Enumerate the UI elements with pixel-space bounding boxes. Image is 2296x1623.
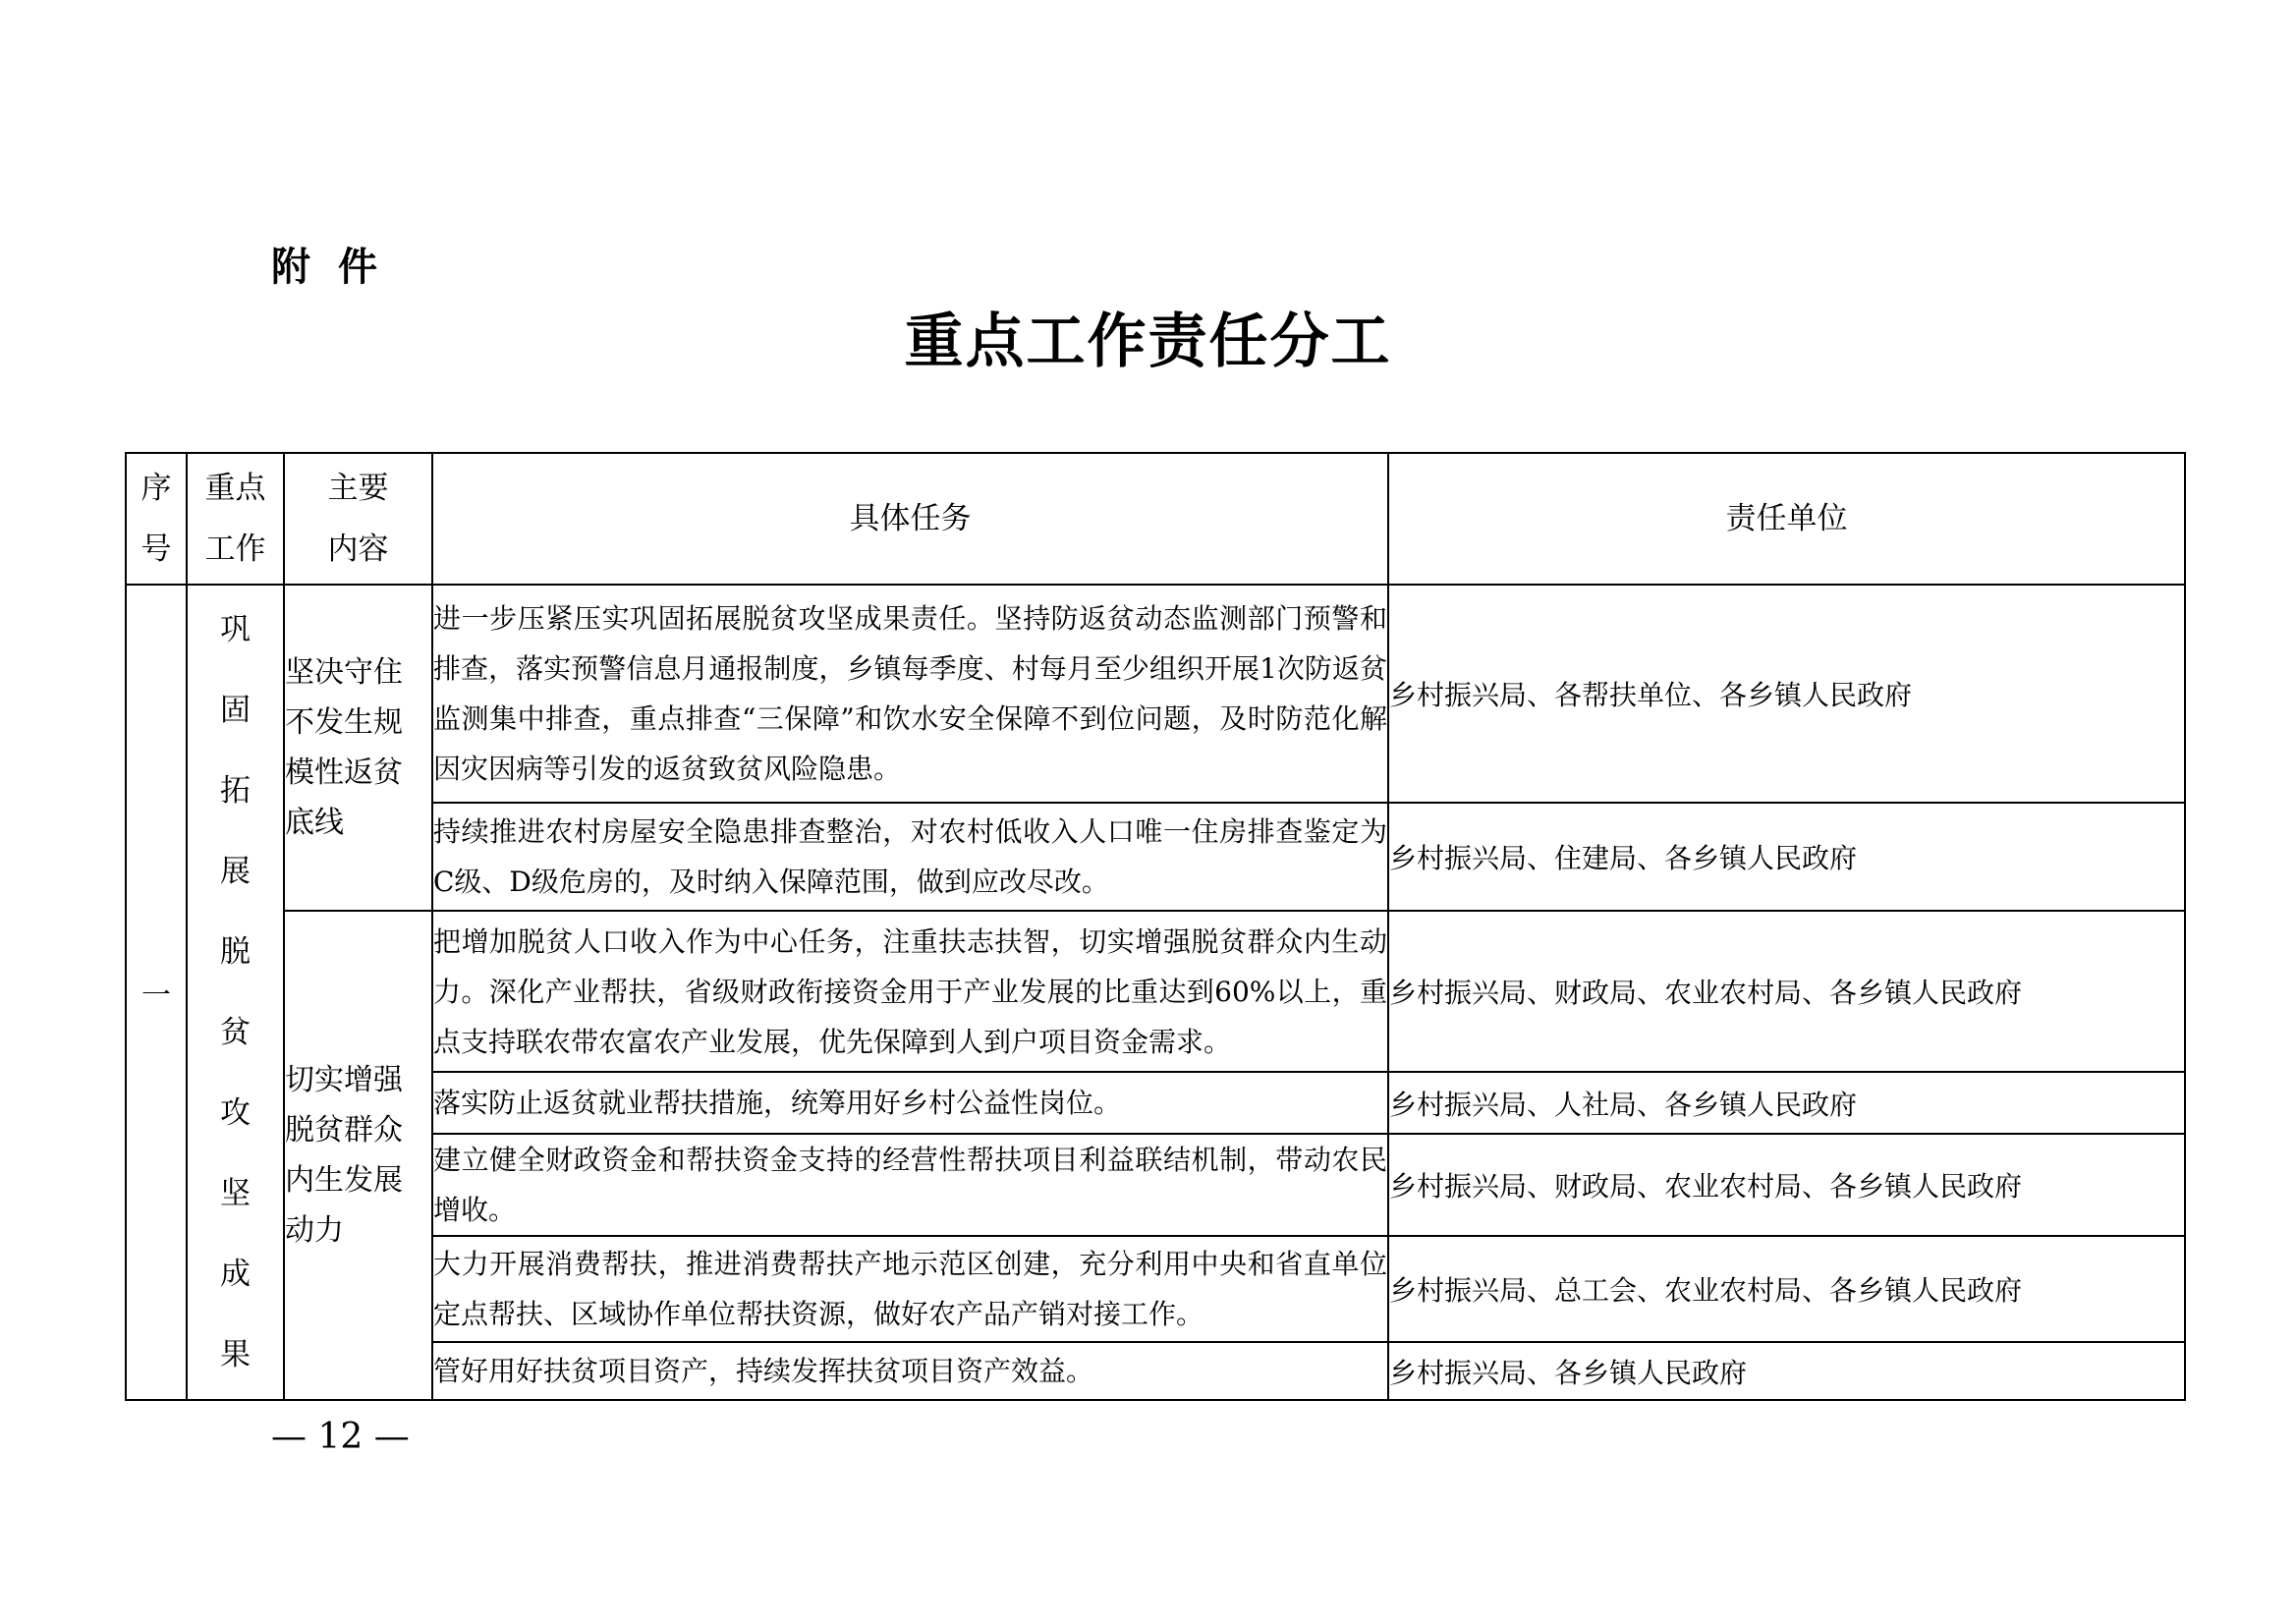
seq-cell: 一 bbox=[126, 585, 187, 1400]
key-work-cell: 巩固拓展脱贫攻坚成果 bbox=[187, 585, 284, 1400]
unit-cell: 乡村振兴局、人社局、各乡镇人民政府 bbox=[1388, 1072, 2185, 1134]
table-row bbox=[126, 1134, 2185, 1236]
unit-cell: 乡村振兴局、各乡镇人民政府 bbox=[1388, 1342, 2185, 1400]
task-cell: 管好用好扶贫项目资产，持续发挥扶贫项目资产效益。 bbox=[432, 1342, 1388, 1400]
header-main-content: 主要内容 bbox=[284, 453, 432, 585]
task-cell: 落实防止返贫就业帮扶措施，统筹用好乡村公益性岗位。 bbox=[432, 1072, 1388, 1134]
document-title: 重点工作责任分工 bbox=[904, 308, 1392, 376]
unit-cell: 乡村振兴局、总工会、农业农村局、各乡镇人民政府 bbox=[1388, 1236, 2185, 1342]
task-cell: 把增加脱贫人口收入作为中心任务，注重扶志扶智，切实增强脱贫群众内生动力。深化产业帮扶，省级财政衔接资金用于产业发展的比重达到60%以上，重点支持联农带农富农产业发展，优先保障到人到户项目资金需求。 bbox=[432, 911, 1388, 1072]
task-cell: 大力开展消费帮扶，推进消费帮扶产地示范区创建，充分利用中央和省直单位定点帮扶、区域协作单位帮扶资源，做好农产品产销对接工作。 bbox=[432, 1236, 1388, 1342]
main-content-cell: 切实增强脱贫群众内生发展动力 bbox=[284, 911, 432, 1400]
table-row bbox=[126, 1072, 2185, 1134]
unit-cell: 乡村振兴局、住建局、各乡镇人民政府 bbox=[1388, 803, 2185, 911]
unit-cell: 乡村振兴局、各帮扶单位、各乡镇人民政府 bbox=[1388, 585, 2185, 803]
header-seq: 序号 bbox=[126, 453, 187, 585]
responsibility-table bbox=[125, 452, 2186, 1401]
task-cell: 持续推进农村房屋安全隐患排查整治，对农村低收入人口唯一住房排查鉴定为C级、D级危房的，及时纳入保障范围，做到应改尽改。 bbox=[432, 803, 1388, 911]
header-unit: 责任单位 bbox=[1388, 453, 2185, 585]
task-cell: 进一步压紧压实巩固拓展脱贫攻坚成果责任。坚持防返贫动态监测部门预警和排查，落实预警信息月通报制度，乡镇每季度、村每月至少组织开展1次防返贫监测集中排查，重点排查“三保障”和饮水安全保障不到位问题，及时防范化解因灾因病等引发的返贫致贫风险隐患。 bbox=[432, 585, 1388, 803]
table-row bbox=[126, 911, 2185, 1072]
table-row bbox=[126, 585, 2185, 803]
annex-label: 附件 bbox=[271, 244, 405, 290]
table-row bbox=[126, 1236, 2185, 1342]
unit-cell: 乡村振兴局、财政局、农业农村局、各乡镇人民政府 bbox=[1388, 911, 2185, 1072]
main-content-cell: 坚决守住不发生规模性返贫底线 bbox=[284, 585, 432, 911]
page-number: — 12 — bbox=[271, 1417, 410, 1457]
unit-cell: 乡村振兴局、财政局、农业农村局、各乡镇人民政府 bbox=[1388, 1134, 2185, 1236]
table-header-row bbox=[126, 453, 2185, 585]
table-row bbox=[126, 803, 2185, 911]
table-row bbox=[126, 1342, 2185, 1400]
header-task: 具体任务 bbox=[432, 453, 1388, 585]
header-key-work: 重点工作 bbox=[187, 453, 284, 585]
task-cell: 建立健全财政资金和帮扶资金支持的经营性帮扶项目利益联结机制，带动农民增收。 bbox=[432, 1134, 1388, 1236]
